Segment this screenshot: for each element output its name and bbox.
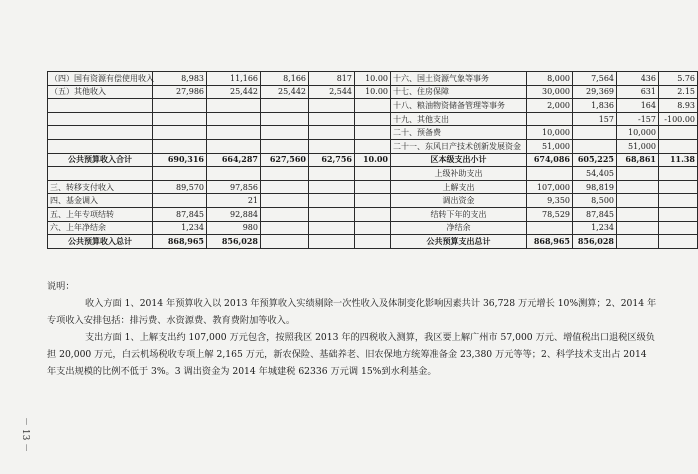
table-cell: 7,564 [573, 72, 617, 86]
table-cell: 公共预算支出总计 [391, 235, 527, 249]
table-cell [48, 167, 153, 181]
table-cell: 817 [309, 72, 355, 86]
table-cell [309, 99, 355, 113]
table-cell [309, 139, 355, 153]
table-cell: 87,845 [573, 207, 617, 221]
table-row [48, 221, 698, 235]
table-cell: 92,884 [207, 207, 261, 221]
table-cell: 631 [617, 85, 659, 99]
table-cell: 856,028 [207, 235, 261, 249]
table-cell [355, 99, 391, 113]
table-cell: 公共预算收入总计 [48, 235, 153, 249]
table-cell: 十八、粮油物资储备管理等事务 [391, 99, 527, 113]
table-row [48, 112, 698, 126]
table-cell: 51,000 [527, 139, 573, 153]
table-cell: 四、基金调入 [48, 194, 153, 208]
table-cell [659, 126, 698, 140]
table-cell [261, 194, 309, 208]
table-cell: 净结余 [391, 221, 527, 235]
table-row [48, 194, 698, 208]
table-cell [261, 180, 309, 194]
table-cell [261, 235, 309, 249]
table-cell [659, 235, 698, 249]
table-cell: 21 [207, 194, 261, 208]
table-cell: （五）其他收入 [48, 85, 153, 99]
table-cell: 结转下年的支出 [391, 207, 527, 221]
table-cell [573, 139, 617, 153]
table-cell: 区本级支出小计 [391, 153, 527, 167]
table-cell [309, 207, 355, 221]
table-cell [659, 139, 698, 153]
table-cell [617, 207, 659, 221]
table-cell: 8,983 [153, 72, 207, 86]
table-cell: 二十、预备费 [391, 126, 527, 140]
table-cell: 68,861 [617, 153, 659, 167]
table-cell [309, 194, 355, 208]
table-cell: 605,225 [573, 153, 617, 167]
table-cell [355, 112, 391, 126]
table-cell [527, 167, 573, 181]
table-cell: 98,819 [573, 180, 617, 194]
table-cell: 78,529 [527, 207, 573, 221]
table-cell [617, 167, 659, 181]
table-cell: 868,965 [153, 235, 207, 249]
table-cell: 164 [617, 99, 659, 113]
table-cell [355, 207, 391, 221]
table-cell [527, 112, 573, 126]
table-cell: 三、转移支付收入 [48, 180, 153, 194]
table-cell: 十九、其他支出 [391, 112, 527, 126]
table-cell [207, 126, 261, 140]
table-cell: 8.93 [659, 99, 698, 113]
table-row [48, 126, 698, 140]
page-number: － 13 － [20, 417, 30, 453]
table-cell: 8,166 [261, 72, 309, 86]
table-cell [355, 235, 391, 249]
table-cell [659, 221, 698, 235]
table-cell [617, 194, 659, 208]
table-cell: 97,856 [207, 180, 261, 194]
table-cell [153, 126, 207, 140]
table-cell [48, 99, 153, 113]
notes-income-paragraph: 收入方面 1、2014 年预算收入以 2013 年预算收入实绩剔除一次性收入及体制变化影响因素共计 36,728 万元增长 10%测算；2、2014 年专项收入安排包括：排污费、水资源费、教育费附加等收入。 [47, 298, 657, 326]
notes-expenditure-paragraph: 支出方面 1、上解支出约 107,000 万元包含，按照我区 2013 年的四税收入测算，我区要上解广州市 57,000 万元、增值税出口退税区级负担 20,000 万元，白云机场税收专项上解 2,165 万元，新农保险、基础养老、旧农保地方统筹准备金 23,380 万元等等；2、科学技术支出占 2014 年支出规模的比例不低于 3%。3 调出资金为 2014 年城建税 62336 万元调 15%到水利基金。 [47, 332, 655, 377]
table-cell [355, 126, 391, 140]
table-cell: 十六、国土资源气象等事务 [391, 72, 527, 86]
table-cell: 10.00 [355, 153, 391, 167]
notes-heading: 说明： [47, 281, 75, 292]
table-cell [659, 207, 698, 221]
table-cell [659, 167, 698, 181]
table-cell [207, 167, 261, 181]
table-cell: 87,845 [153, 207, 207, 221]
table-cell: 856,028 [573, 235, 617, 249]
table-row [48, 180, 698, 194]
table-cell [153, 194, 207, 208]
table-cell [355, 221, 391, 235]
table-cell: 980 [207, 221, 261, 235]
table-row [48, 153, 698, 167]
table-row [48, 139, 698, 153]
table-cell: 10.00 [355, 72, 391, 86]
table-cell [153, 112, 207, 126]
table-cell [153, 139, 207, 153]
table-cell: 上解支出 [391, 180, 527, 194]
table-cell [617, 235, 659, 249]
table-cell [261, 167, 309, 181]
table-cell: 29,369 [573, 85, 617, 99]
table-cell: 664,287 [207, 153, 261, 167]
table-cell [573, 126, 617, 140]
table-cell: 107,000 [527, 180, 573, 194]
table-cell: 62,756 [309, 153, 355, 167]
table-cell: 25,442 [261, 85, 309, 99]
table-cell: -157 [617, 112, 659, 126]
table-cell [617, 180, 659, 194]
table-cell [207, 139, 261, 153]
table-cell: 54,405 [573, 167, 617, 181]
table-cell: 8,500 [573, 194, 617, 208]
table-cell [153, 167, 207, 181]
table-cell: 五、上年专项结转 [48, 207, 153, 221]
table-cell: 868,965 [527, 235, 573, 249]
table-cell: 1,234 [573, 221, 617, 235]
table-cell: 5.76 [659, 72, 698, 86]
table-cell: 27,986 [153, 85, 207, 99]
table-cell [527, 221, 573, 235]
table-cell: 30,000 [527, 85, 573, 99]
table-cell [48, 112, 153, 126]
table-cell [617, 221, 659, 235]
table-cell: 1,234 [153, 221, 207, 235]
table-cell [261, 221, 309, 235]
table-cell: 公共预算收入合计 [48, 153, 153, 167]
table-cell: 11,166 [207, 72, 261, 86]
table-cell: 25,442 [207, 85, 261, 99]
table-cell [207, 112, 261, 126]
table-cell [309, 180, 355, 194]
table-cell: 436 [617, 72, 659, 86]
table-cell: 调出资金 [391, 194, 527, 208]
table-cell: 627,560 [261, 153, 309, 167]
table-cell [309, 112, 355, 126]
table-cell: 690,316 [153, 153, 207, 167]
table-cell: 2,000 [527, 99, 573, 113]
table-cell: 51,000 [617, 139, 659, 153]
budget-table [47, 71, 698, 249]
table-cell: 157 [573, 112, 617, 126]
table-cell [309, 126, 355, 140]
table-cell [153, 99, 207, 113]
table-cell: （四）国有资源有偿使用收入 [48, 72, 153, 86]
table-cell: 674,086 [527, 153, 573, 167]
table-row [48, 99, 698, 113]
table-cell [355, 194, 391, 208]
table-cell: 10.00 [355, 85, 391, 99]
table-cell: 1,836 [573, 99, 617, 113]
table-row [48, 235, 698, 249]
table-cell: -100.00 [659, 112, 698, 126]
table-cell [261, 99, 309, 113]
table-cell [355, 180, 391, 194]
table-cell [207, 99, 261, 113]
table-cell [309, 235, 355, 249]
table-cell [261, 207, 309, 221]
table-cell: 2,544 [309, 85, 355, 99]
table-cell [659, 180, 698, 194]
table-cell: 10,000 [527, 126, 573, 140]
notes-section [47, 278, 657, 380]
table-cell [261, 126, 309, 140]
table-row [48, 72, 698, 86]
table-cell: 10,000 [617, 126, 659, 140]
table-cell: 六、上年净结余 [48, 221, 153, 235]
table-cell [309, 167, 355, 181]
table-cell [48, 139, 153, 153]
table-cell: 9,350 [527, 194, 573, 208]
table-cell [355, 139, 391, 153]
table-cell [355, 167, 391, 181]
table-cell [309, 221, 355, 235]
table-cell: 上级补助支出 [391, 167, 527, 181]
table-cell: 十七、住房保障 [391, 85, 527, 99]
table-cell: 8,000 [527, 72, 573, 86]
table-row [48, 207, 698, 221]
table-cell: 2.15 [659, 85, 698, 99]
table-cell [261, 112, 309, 126]
table-cell: 二十一、东风日产技术创新发展资金 [391, 139, 527, 153]
table-cell [48, 126, 153, 140]
table-row [48, 85, 698, 99]
table-cell: 89,570 [153, 180, 207, 194]
table-cell: 11.38 [659, 153, 698, 167]
table-row [48, 167, 698, 181]
table-cell [261, 139, 309, 153]
table-cell [659, 194, 698, 208]
